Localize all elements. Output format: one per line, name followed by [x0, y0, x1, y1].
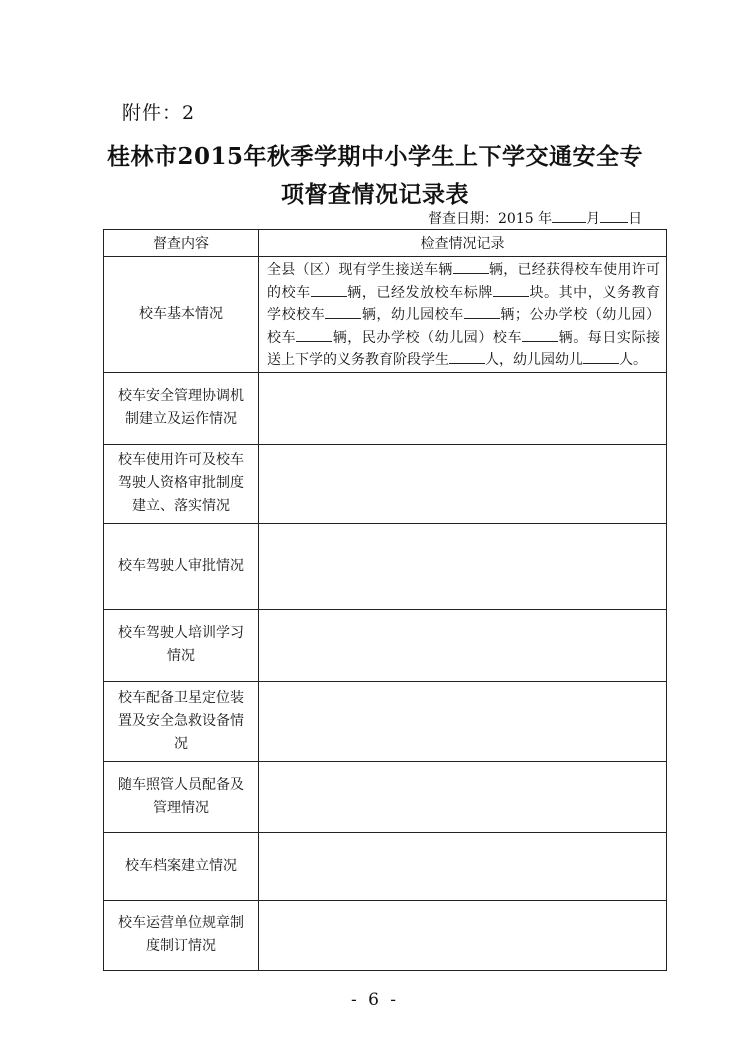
table-row	[104, 444, 667, 523]
table-row	[104, 832, 667, 900]
fill-blank	[311, 283, 347, 297]
fill-blank	[583, 350, 619, 364]
page-number: - 6 -	[350, 990, 400, 1010]
header-inspection-item: 督查内容	[104, 230, 259, 257]
fill-blank	[325, 305, 361, 319]
row-record	[259, 900, 667, 970]
row-label: 校车档案建立情况	[104, 832, 259, 900]
fill-blank	[453, 260, 489, 274]
table-row	[104, 761, 667, 832]
row-label: 校车驾驶人培训学习情况	[104, 609, 259, 681]
row-label: 校车使用许可及校车驾驶人资格审批制度建立、落实情况	[104, 444, 259, 523]
table-row	[104, 900, 667, 970]
fill-blank	[493, 283, 529, 297]
row-record	[259, 609, 667, 681]
fill-blank	[464, 305, 500, 319]
month-blank	[552, 208, 586, 223]
row-record	[259, 761, 667, 832]
date-day: 日	[628, 211, 643, 227]
date-prefix: 督查日期：2015 年	[428, 211, 553, 227]
row-label: 校车安全管理协调机制建立及运作情况	[104, 372, 259, 444]
fill-blank	[522, 328, 558, 342]
table-row	[104, 372, 667, 444]
table-row	[104, 523, 667, 609]
form-title-line-1: 桂林市2015年秋季学期中小学生上下学交通安全专	[106, 143, 643, 170]
day-blank	[600, 208, 628, 223]
row-label: 校车运营单位规章制度制订情况	[104, 900, 259, 970]
form-title-line-2: 项督查情况记录表	[281, 181, 469, 208]
row-record	[259, 832, 667, 900]
row-record: 全县（区）现有学生接送车辆 辆，已经获得校车使用许可的校车 辆，已经发放校车标牌 块。其中，义务教育学校校车 辆，幼儿园校车 辆；公办学校（幼儿园）校车 辆，民办学校（幼儿园）校车 辆。每日实际接送上下学的义务教育阶段学生 人，幼儿园幼儿 人。	[259, 257, 667, 373]
inspection-date	[428, 208, 642, 228]
row-record	[259, 444, 667, 523]
attachment-label: 附件：2	[122, 102, 196, 124]
inspection-record-table	[103, 229, 667, 971]
date-month: 月	[586, 211, 601, 227]
fill-blank	[449, 350, 485, 364]
row-label: 校车驾驶人审批情况	[104, 523, 259, 609]
table-row	[104, 609, 667, 681]
row-label: 校车基本情况	[104, 257, 259, 373]
fill-blank	[296, 328, 332, 342]
header-inspection-record: 检查情况记录	[259, 230, 667, 257]
table-row	[104, 681, 667, 761]
row-label: 校车配备卫星定位装置及安全急救设备情况	[104, 681, 259, 761]
table-header-row	[104, 230, 667, 257]
table-row	[104, 257, 667, 373]
row-record	[259, 523, 667, 609]
row-record	[259, 681, 667, 761]
row-record	[259, 372, 667, 444]
row-label: 随车照管人员配备及管理情况	[104, 761, 259, 832]
